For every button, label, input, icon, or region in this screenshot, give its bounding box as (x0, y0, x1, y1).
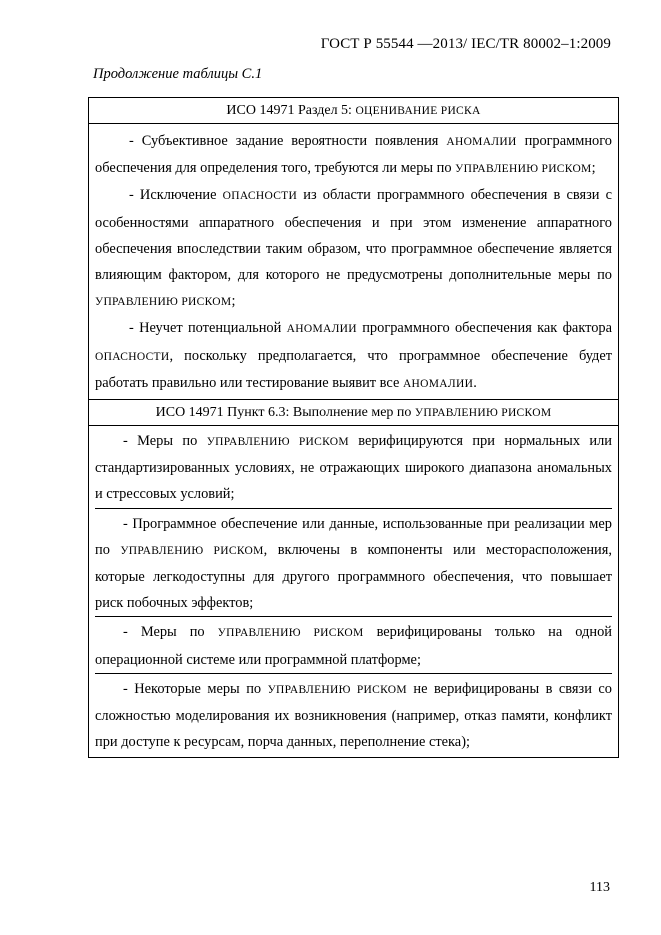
list-item (95, 426, 612, 508)
item-text: . (473, 374, 477, 391)
item-text: не верифицированы в связи со сложностью моделирования их возникновения (например, отказ памяти, конфликт при доступе к ресурсам, порча данных, переполнение стека); (95, 680, 612, 751)
item-term: УПРАВЛЕНИЮ РИСКОМ (206, 436, 349, 449)
section-title-text: ИСО 14971 Раздел 5: (226, 103, 356, 118)
list-item (95, 673, 612, 756)
item-term: ОПАСНОСТИ (95, 350, 170, 363)
item-term: УПРАВЛЕНИЮ РИСКОМ (455, 163, 592, 176)
section-title-risk-evaluation (89, 98, 618, 124)
item-text: - Исключение (129, 187, 223, 204)
item-text: верифицируются при нормальных или стандартизированных условиях, не отражающих широкого диапазона аномальных и стрессовых условий; (95, 433, 612, 503)
section-body-risk-evaluation (89, 124, 618, 399)
section-title-text: ИСО 14971 Пункт 6.3: Выполнение мер по (155, 405, 415, 421)
section-title-smallcaps: ОЦЕНИВАНИЕ РИСКА (355, 105, 481, 117)
item-term: АНОМАЛИИ (446, 136, 517, 148)
item-term: АНОМАЛИИ (286, 323, 357, 336)
item-text: верифицированы только на одной операционной системе или программной платформе; (95, 624, 612, 668)
item-text: , поскольку предполагается, что программное обеспечение будет работать правильно или тестирование выявит все (95, 347, 612, 391)
item-term: УПРАВЛЕНИЮ РИСКОМ (120, 544, 264, 557)
section-body-risk-control-implementation (89, 426, 618, 757)
item-text: - Неучет потенциальной (129, 320, 287, 337)
item-text: из области программного обеспечения в связи с особенностями аппаратного обеспечения и при этом изменение аппаратного обеспечения впоследствии таким образом, что программное обеспечение является влияющим фактором, для которого не предусмотрены дополнительные меры по (95, 187, 612, 284)
list-item (95, 128, 612, 182)
standard-number: ГОСТ Р 55544 —2013/ IEC/TR 80002–1:2009 (320, 36, 611, 52)
item-term: АНОМАЛИИ (402, 377, 474, 390)
list-item (95, 508, 612, 617)
item-text: - Меры по (123, 433, 207, 450)
item-text: - Субъективное задание вероятности появления (129, 133, 447, 149)
item-term: УПРАВЛЕНИЮ РИСКОМ (217, 627, 364, 640)
item-term: УПРАВЛЕНИЮ РИСКОМ (267, 683, 407, 696)
section-title-smallcaps: УПРАВЛЕНИЮ РИСКОМ (414, 407, 552, 420)
list-item (95, 315, 612, 397)
item-text: - Некоторые меры по (123, 680, 268, 697)
item-text: - Меры по (123, 624, 218, 641)
item-term: ОПАСНОСТИ (222, 190, 298, 203)
item-text: ; (231, 293, 236, 310)
list-item (95, 182, 612, 315)
item-term: УПРАВЛЕНИЮ РИСКОМ (95, 296, 232, 309)
item-text: ; (591, 160, 596, 177)
list-item (95, 616, 612, 672)
page-number: 113 (589, 880, 610, 895)
item-text: - Программное обеспечение или данные, использованные при реализации мер по (95, 515, 612, 558)
item-text: , включены в компоненты или месторасположения, которые легкодоступны для другого программного обеспечения, что повышает риск побочных эффектов; (95, 541, 612, 612)
table-c1 (88, 97, 619, 758)
table-continuation-caption: Продолжение таблицы С.1 (93, 66, 263, 82)
section-title-risk-control-implementation (89, 399, 618, 426)
item-text: программного обеспечения для определения того, требуются ли меры по (95, 133, 612, 177)
item-text: программного обеспечения как фактора (356, 320, 612, 337)
